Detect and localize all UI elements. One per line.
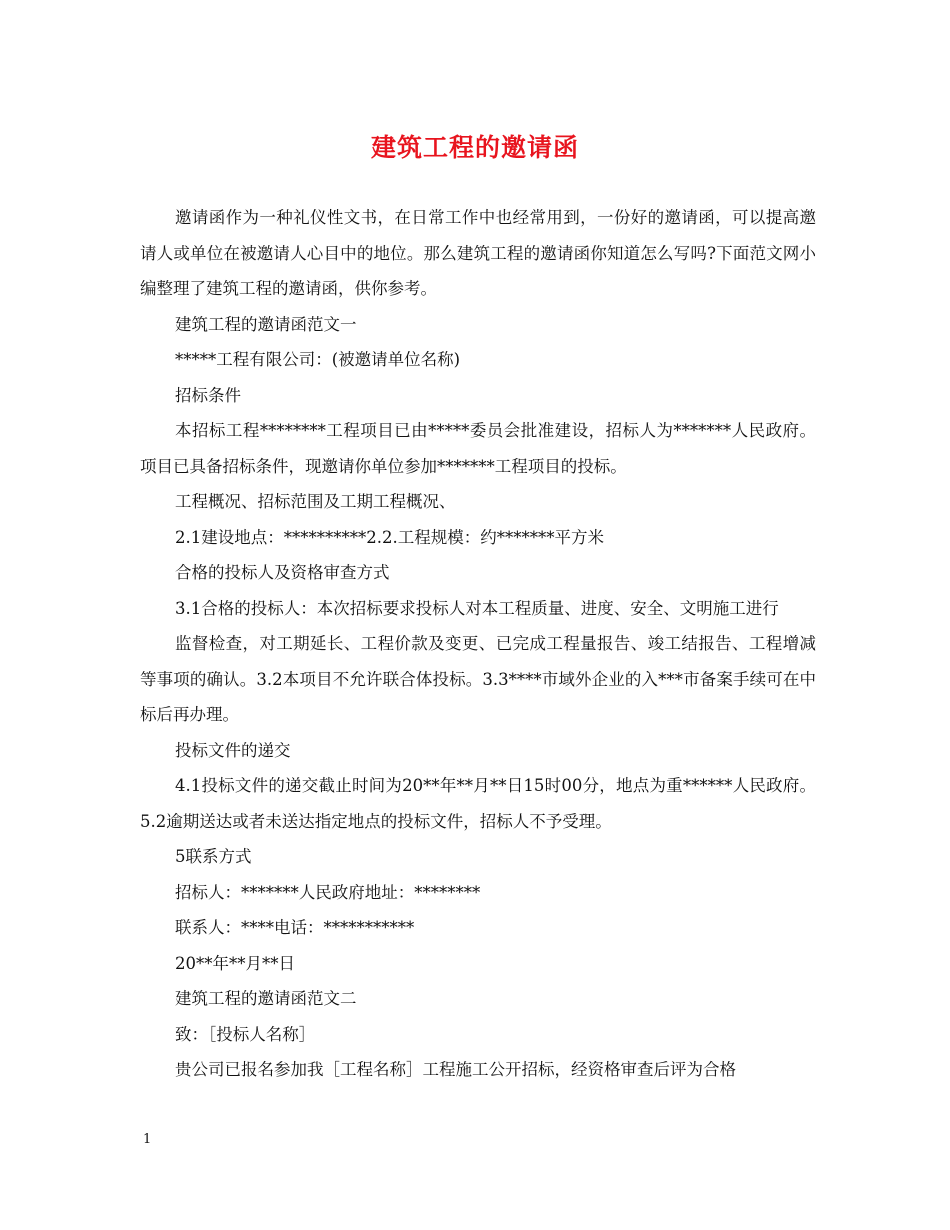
paragraph-section-heading: 合格的投标人及资格审查方式 (175, 563, 390, 582)
page-number: 1 (143, 1132, 152, 1147)
document-body (140, 200, 816, 1088)
paragraph-intro: 邀请函作为一种礼仪性文书，在日常工作中也经常用到，一份好的邀请函，可以提高邀请人或单位在被邀请人心目中的地位。那么建筑工程的邀请函你知道怎么写吗?下面范文网小编整理了建筑工程的邀请函，供你参考。 (140, 208, 816, 298)
paragraph-sample-one-heading: 建筑工程的邀请函范文一 (175, 314, 357, 334)
paragraph-addressee: *****工程有限公司：(被邀请单位名称) (175, 350, 461, 369)
paragraph-tenderer: 招标人：*******人民政府地址：******** (175, 882, 481, 902)
paragraph-sample-two-heading: 建筑工程的邀请函范文二 (175, 989, 357, 1008)
paragraph-salutation: 致：［投标人名称］ (175, 1024, 316, 1044)
paragraph-section-heading: 工程概况、招标范围及工期工程概况、 (175, 492, 456, 511)
paragraph-date: 20**年**月**日 (175, 953, 295, 973)
paragraph-submission-deadline: 4.1投标文件的递交截止时间为20**年**月**日15时00分，地点为重******人民政府。5.2逾期送达或者未送达指定地点的投标文件，招标人不予受理。 (140, 776, 816, 831)
document-title: 建筑工程的邀请函 (370, 133, 579, 162)
paragraph-section-heading: 招标条件 (175, 385, 241, 405)
paragraph-qualified-bidder: 3.1合格的投标人：本次招标要求投标人对本工程质量、进度、安全、文明施工进行 (175, 598, 779, 618)
paragraph-tender-conditions: 本招标工程********工程项目已由*****委员会批准建设，招标人为*******人民政府。项目已具备招标条件，现邀请你单位参加*******工程项目的投标。 (140, 421, 816, 476)
paragraph-supervision: 监督检查，对工期延长、工程价款及变更、已完成工程量报告、竣工结报告、工程增减等事项的确认。3.2本项目不允许联合体投标。3.3****市域外企业的入***市备案手续可在中标后再办理。 (140, 634, 816, 724)
paragraph-section-heading: 投标文件的递交 (175, 740, 291, 760)
paragraph-section-heading: 5联系方式 (175, 847, 252, 866)
paragraph-contact: 联系人：****电话：*********** (175, 918, 415, 937)
paragraph-project-site: 2.1建设地点：**********2.2.工程规模：约*******平方米 (175, 527, 604, 547)
paragraph-notice-body: 贵公司已报名参加我［工程名称］工程施工公开招标，经资格审查后评为合格 (175, 1060, 736, 1079)
